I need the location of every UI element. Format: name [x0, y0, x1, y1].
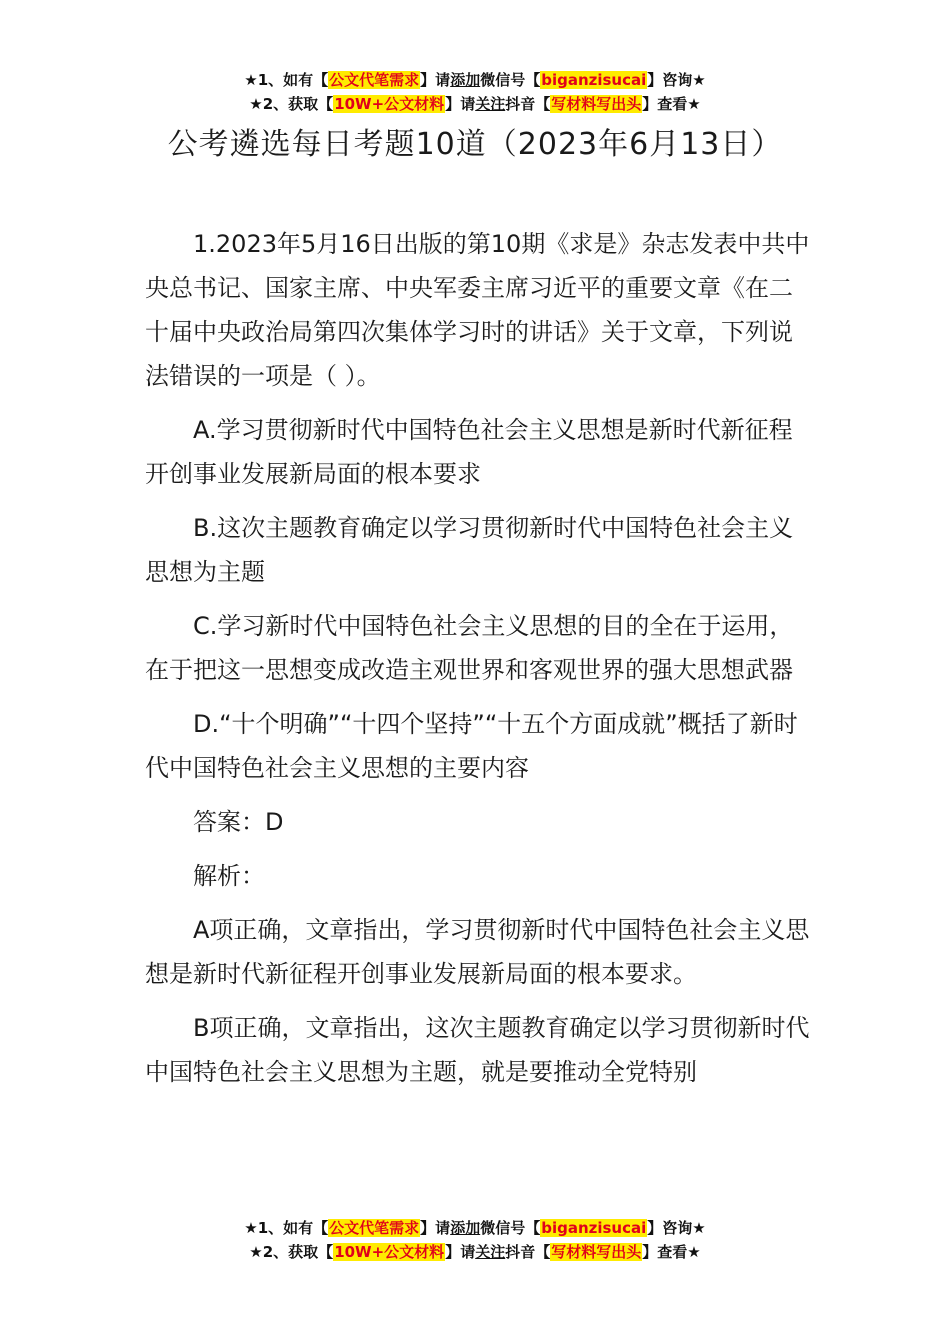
option-a: A.学习贯彻新时代中国特色社会主义思想是新时代新征程开创事业发展新局面的根本要求	[145, 416, 793, 488]
option-d: D.“十个明确”“十四个坚持”“十五个方面成就”概括了新时代中国特色社会主义思想的主要内容	[145, 710, 798, 782]
banner-line-2	[0, 1240, 950, 1264]
banner-text: 】请	[445, 95, 476, 113]
question-text: 1.2023年5月16日出版的第10期《求是》杂志发表中共中央总书记、国家主席、中央军委主席习近平的重要文章《在二十届中央政治局第四次集体学习时的讲话》关于文章，下列说法错误的一项是（ ）。	[145, 230, 810, 390]
banner-text: 抖音【	[505, 95, 551, 113]
banner-text: 】请	[420, 1219, 451, 1237]
page-title: 公考遴选每日考题10道（2023年6月13日）	[167, 127, 783, 162]
option-c: C.学习新时代中国特色社会主义思想的目的全在于运用，在于把这一思想变成改造主观世界和客观世界的强大思想武器	[145, 612, 794, 684]
banner-text: ★2、获取【	[249, 1243, 334, 1261]
option-b: B.这次主题教育确定以学习贯彻新时代中国特色社会主义思想为主题	[145, 514, 794, 586]
highlight-wechat-id: biganzisucai	[541, 1219, 647, 1237]
banner-text: 关注	[475, 1243, 506, 1261]
banner-text: ★1、如有【	[244, 71, 329, 89]
banner-text: 微信号【	[480, 71, 541, 89]
banner-text: 】查看★	[642, 1243, 701, 1261]
highlight-service: 公文代笔需求	[329, 71, 420, 89]
banner-text: 】查看★	[642, 95, 701, 113]
banner-line-2	[0, 92, 950, 116]
banner-text: ★2、获取【	[249, 95, 334, 113]
banner-line-1	[0, 68, 950, 92]
analysis-label: 解析：	[193, 862, 265, 890]
banner-text: 添加	[450, 1219, 481, 1237]
banner-text: 微信号【	[480, 1219, 541, 1237]
banner-text: 】请	[420, 71, 451, 89]
highlight-service: 公文代笔需求	[329, 1219, 420, 1237]
banner-line-1	[0, 1216, 950, 1240]
banner-text: 】咨询★	[647, 71, 706, 89]
banner-text: 添加	[450, 71, 481, 89]
highlight-douyin: 写材料写出头	[551, 95, 642, 113]
analysis-a: A项正确，文章指出，学习贯彻新时代中国特色社会主义思想是新时代新征程开创事业发展新局面的根本要求。	[145, 916, 810, 988]
banner-text: 关注	[475, 95, 506, 113]
highlight-douyin: 写材料写出头	[551, 1243, 642, 1261]
banner-text: 】请	[445, 1243, 476, 1261]
footer-banner	[0, 1216, 950, 1264]
banner-text: 抖音【	[505, 1243, 551, 1261]
banner-text: 】咨询★	[647, 1219, 706, 1237]
answer-text: 答案：D	[193, 808, 284, 836]
highlight-materials: 10W+公文材料	[334, 1243, 445, 1261]
banner-text: ★1、如有【	[244, 1219, 329, 1237]
analysis-b: B项正确，文章指出，这次主题教育确定以学习贯彻新时代中国特色社会主义思想为主题，就是要推动全党特别	[145, 1014, 810, 1086]
header-banner	[0, 68, 950, 116]
highlight-materials: 10W+公文材料	[334, 95, 445, 113]
highlight-wechat-id: biganzisucai	[541, 71, 647, 89]
document-body	[145, 222, 813, 1104]
